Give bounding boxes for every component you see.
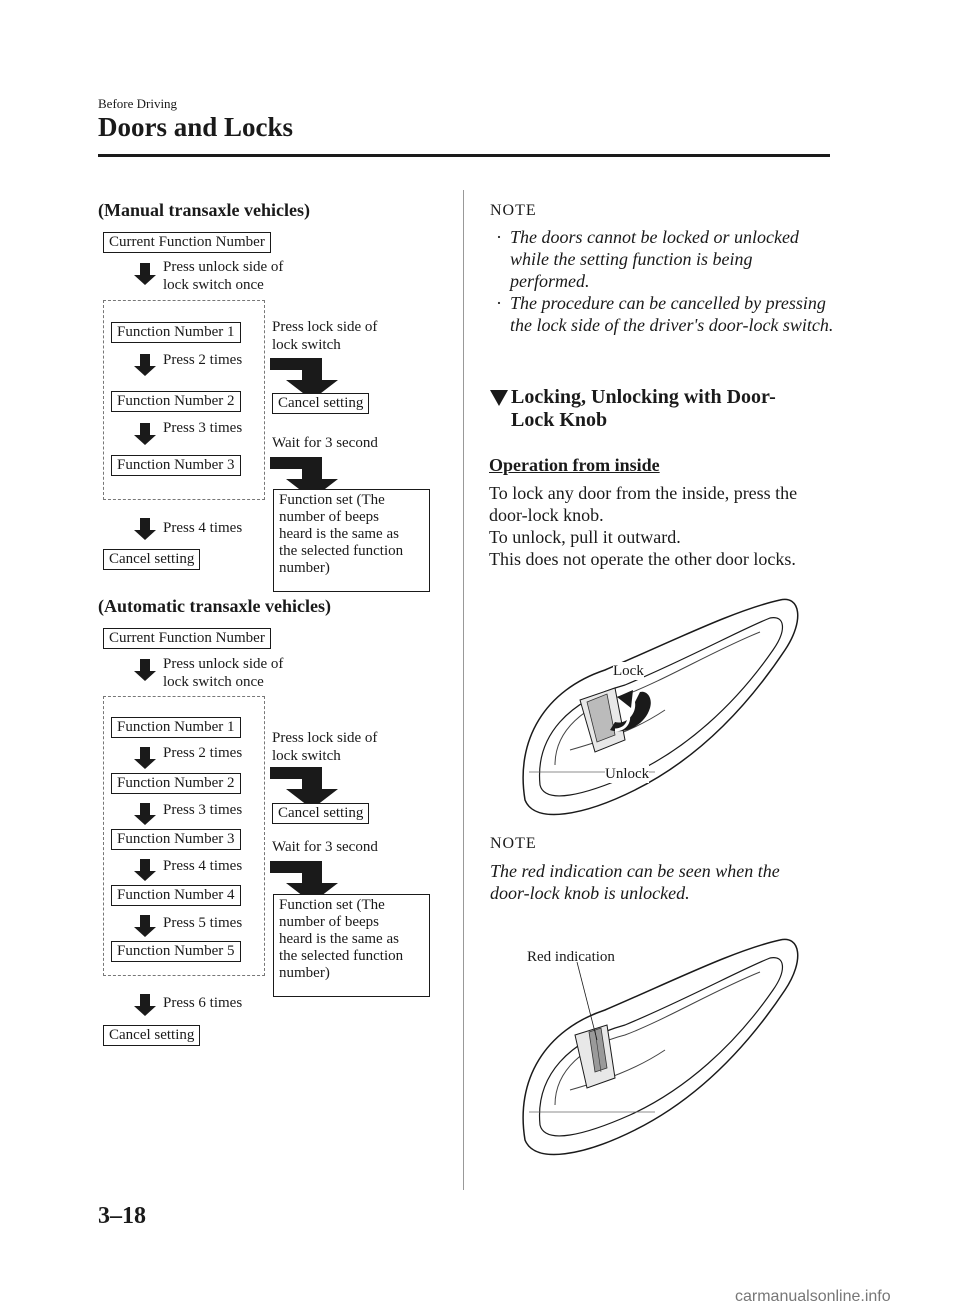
down-arrow-icon bbox=[134, 859, 156, 881]
down-arrow-icon bbox=[134, 659, 156, 681]
manual-cancel-setting-right: Cancel setting bbox=[272, 393, 369, 414]
manual-press-2-label: Press 2 times bbox=[163, 352, 243, 368]
lock-label: Lock bbox=[613, 663, 644, 679]
auto-press-unlock-label: Press unlock side of lock switch once bbox=[163, 656, 284, 690]
manual-current-function-box: Current Function Number bbox=[103, 232, 271, 253]
watermark: carmanualsonline.info bbox=[735, 1288, 891, 1305]
down-arrow-icon bbox=[134, 518, 156, 540]
down-arrow-icon bbox=[134, 263, 156, 285]
section-heading: Locking, Unlocking with Door-Lock Knob bbox=[511, 386, 776, 431]
note-bullet-text: The procedure can be cancelled by pressing the lock side of the driver's door-lock switch. bbox=[510, 293, 834, 335]
column-divider bbox=[463, 190, 464, 1190]
down-arrow-icon bbox=[134, 747, 156, 769]
manual-wait-label: Wait for 3 second bbox=[272, 435, 378, 451]
manual-heading: (Manual transaxle vehicles) bbox=[98, 200, 310, 220]
auto-function-number-5: Function Number 5 bbox=[111, 941, 241, 962]
auto-function-number-2: Function Number 2 bbox=[111, 773, 241, 794]
section-subheading: Operation from inside bbox=[489, 455, 660, 475]
section-paragraph: To lock any door from the inside, press the door-lock knob. To unlock, pull it outward. This does not operate the other door locks. bbox=[489, 483, 798, 569]
red-indication-label: Red indication bbox=[527, 949, 615, 965]
note-text-2: The red indication can be seen when the door-lock knob is unlocked. bbox=[490, 861, 780, 903]
auto-function-number-4: Function Number 4 bbox=[111, 885, 241, 906]
manual-press-unlock-label: Press unlock side of lock switch once bbox=[163, 259, 284, 293]
down-arrow-icon bbox=[134, 994, 156, 1016]
auto-press-lock-label: Press lock side of lock switch bbox=[272, 730, 378, 764]
page-number: 3–18 bbox=[98, 1203, 146, 1229]
unlock-label: Unlock bbox=[605, 766, 650, 782]
note-bullet bbox=[490, 226, 835, 292]
auto-cancel-setting-bottom: Cancel setting bbox=[103, 1025, 200, 1046]
auto-function-number-3: Function Number 3 bbox=[111, 829, 241, 850]
manual-press-lock-label: Press lock side of lock switch bbox=[272, 319, 378, 353]
down-arrow-icon bbox=[134, 915, 156, 937]
header-rule bbox=[98, 154, 830, 157]
auto-cancel-setting-right: Cancel setting bbox=[272, 803, 369, 824]
auto-press-3-label: Press 3 times bbox=[163, 802, 243, 818]
auto-function-number-1: Function Number 1 bbox=[111, 717, 241, 738]
manual-cancel-setting-bottom: Cancel setting bbox=[103, 549, 200, 570]
manual-function-number-3: Function Number 3 bbox=[111, 455, 241, 476]
down-arrow-icon bbox=[134, 803, 156, 825]
auto-press-5-label: Press 5 times bbox=[163, 915, 243, 931]
automatic-heading: (Automatic transaxle vehicles) bbox=[98, 596, 331, 616]
auto-press-2-label: Press 2 times bbox=[163, 745, 243, 761]
section-triangle-icon bbox=[490, 390, 508, 406]
manual-press-3-label: Press 3 times bbox=[163, 420, 243, 436]
page-title: Doors and Locks bbox=[98, 112, 294, 142]
note-bullet-text: The doors cannot be locked or unlocked while the setting function is being performed. bbox=[510, 227, 799, 291]
down-arrow-icon bbox=[134, 423, 156, 445]
auto-press-4-label: Press 4 times bbox=[163, 858, 243, 874]
note-bullets bbox=[490, 226, 835, 336]
note-title-2: NOTE bbox=[490, 835, 537, 852]
auto-function-set-box: Function set (The number of beeps heard is the same as the selected function number) bbox=[273, 894, 430, 997]
note-title: NOTE bbox=[490, 202, 537, 219]
manual-press-4-label: Press 4 times bbox=[163, 520, 243, 536]
manual-function-set-box: Function set (The number of beeps heard is the same as the selected function number) bbox=[273, 489, 430, 592]
note-bullet bbox=[490, 292, 835, 336]
door-handle-lock-figure bbox=[515, 590, 805, 820]
manual-function-number-2: Function Number 2 bbox=[111, 391, 241, 412]
auto-current-function-box: Current Function Number bbox=[103, 628, 271, 649]
manual-function-number-1: Function Number 1 bbox=[111, 322, 241, 343]
section-label: Before Driving bbox=[98, 96, 178, 111]
auto-press-6-label: Press 6 times bbox=[163, 995, 243, 1011]
bullet-icon: · bbox=[496, 227, 502, 247]
bullet-icon: · bbox=[496, 293, 502, 313]
auto-wait-label: Wait for 3 second bbox=[272, 839, 378, 855]
down-arrow-icon bbox=[134, 354, 156, 376]
